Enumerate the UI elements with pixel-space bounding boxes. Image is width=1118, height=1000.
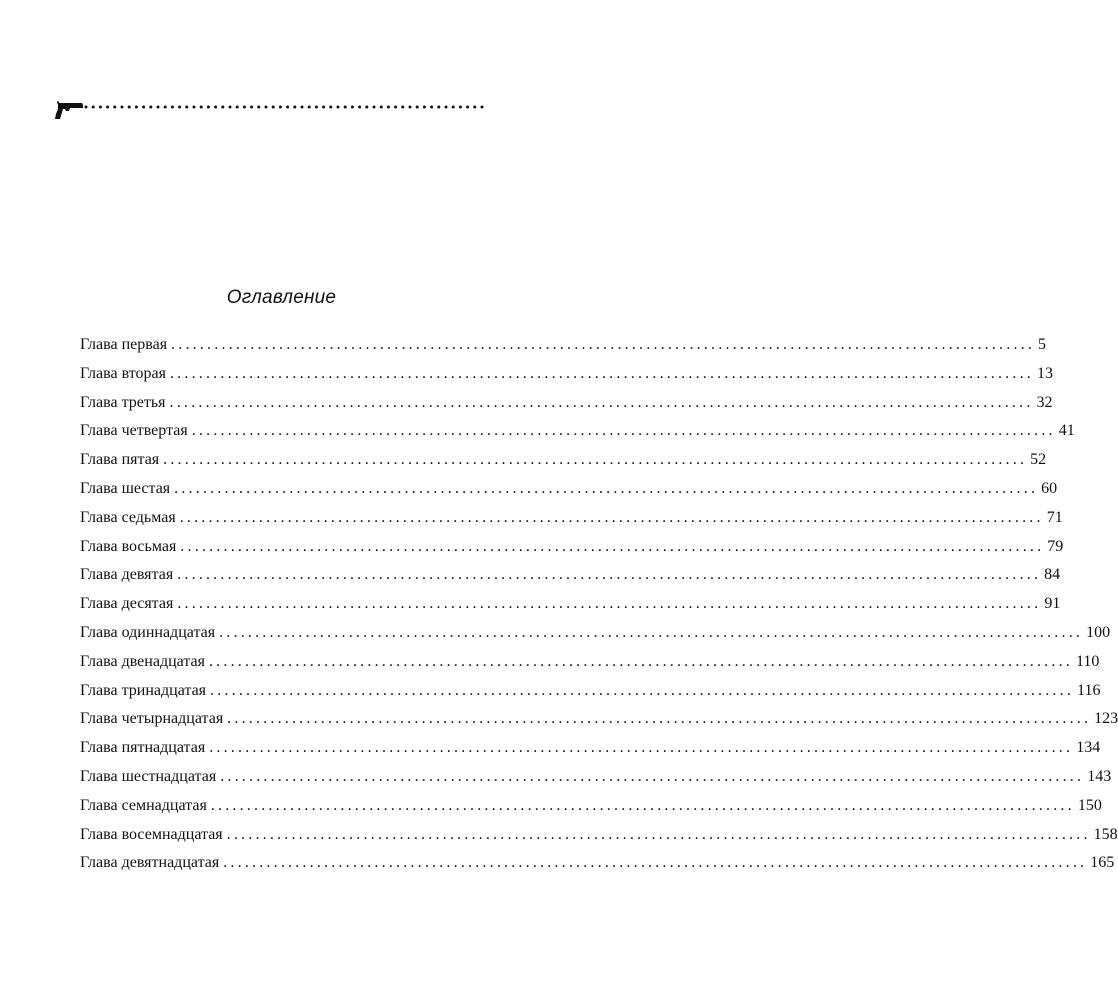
toc-title: Оглавление (226, 287, 337, 308)
toc-entry-label: Глава семнадцатая (80, 796, 207, 814)
dot-leader: ........................................................................................................................ (226, 825, 1091, 843)
toc-entry-page: 134 (1076, 739, 1101, 757)
toc-entry-label: Глава девятая (80, 566, 174, 584)
dot-leader: ........................................................................................................................ (219, 623, 1084, 641)
dot-leader: ........................................................................................................................ (177, 595, 1042, 613)
revolver-icon (54, 100, 86, 122)
toc-entry-label: Глава четвертая (80, 422, 188, 440)
toc-entry-page: 52 (1030, 451, 1047, 469)
dot-leader: ........................................................................................................................ (169, 364, 1034, 382)
dot-leader: ........................................................................................................................ (209, 739, 1074, 757)
toc-entry-label: Глава одиннадцатая (80, 623, 216, 641)
toc-entry (80, 853, 1115, 882)
dot-leader: ........................................................................................................................ (191, 422, 1056, 440)
dot-leader: ........................................................................................................................ (210, 681, 1075, 699)
toc-entry-page: 91 (1044, 595, 1061, 613)
dot-leader: ........................................................................................................................ (177, 566, 1042, 584)
toc-entry-page: 32 (1036, 393, 1053, 411)
toc-entry-page: 116 (1077, 681, 1101, 699)
dot-leader: ........................................................................................................................ (227, 710, 1092, 728)
toc-entry-label: Глава пятая (80, 451, 160, 469)
dot-leader: ........................................................................................................................ (223, 854, 1088, 872)
toc-entry-label: Глава тринадцатая (80, 681, 207, 699)
toc-list (80, 335, 1118, 882)
toc-entry-label: Глава вторая (80, 364, 166, 382)
dotted-rule (84, 105, 488, 109)
toc-entry (80, 652, 1100, 681)
header-ornament (54, 100, 490, 122)
toc-entry-page: 79 (1047, 537, 1064, 555)
toc-entry (80, 479, 1058, 508)
toc-entry-label: Глава четырнадцатая (80, 710, 224, 728)
toc-entry (80, 767, 1112, 796)
toc-entry (80, 709, 1118, 738)
toc-entry (80, 393, 1053, 422)
dot-leader: ........................................................................................................................ (163, 451, 1028, 469)
dot-leader: ........................................................................................................................ (208, 652, 1073, 670)
toc-entry (80, 508, 1063, 537)
toc-entry-page: 158 (1093, 825, 1118, 843)
toc-entry-page: 150 (1077, 796, 1102, 814)
dot-leader: ........................................................................................................................ (180, 537, 1045, 555)
dot-leader: ........................................................................................................................ (169, 393, 1034, 411)
toc-entry-page: 100 (1086, 623, 1111, 641)
toc-entry-page: 13 (1036, 364, 1053, 382)
toc-entry (80, 681, 1101, 710)
toc-entry (80, 537, 1064, 566)
toc-entry-label: Глава восемнадцатая (80, 825, 223, 843)
toc-entry (80, 335, 1047, 364)
toc-entry-label: Глава третья (80, 393, 166, 411)
toc-entry-label: Глава первая (80, 336, 168, 353)
dot-leader: ........................................................................................................................ (220, 767, 1085, 785)
toc-entry-page: 71 (1046, 508, 1063, 526)
dot-leader: ........................................................................................................................ (179, 508, 1044, 526)
toc-entry-page: 110 (1075, 652, 1100, 670)
toc-entry-page: 41 (1058, 422, 1075, 440)
toc-entry (80, 594, 1061, 623)
toc-entry-page: 84 (1044, 566, 1061, 584)
toc-entry (80, 450, 1047, 479)
toc-entry-label: Глава седьмая (80, 508, 176, 526)
dot-leader: ........................................................................................................................ (171, 336, 1036, 353)
toc-entry (80, 421, 1075, 450)
toc-entry-label: Глава девятнадцатая (80, 854, 220, 872)
toc-entry-label: Глава шестая (80, 479, 171, 497)
toc-entry-page: 123 (1094, 710, 1118, 728)
toc-entry-label: Глава восьмая (80, 537, 177, 555)
toc-entry (80, 565, 1061, 594)
toc-entry (80, 796, 1102, 825)
dot-leader: ........................................................................................................................ (174, 479, 1039, 497)
toc-entry-label: Глава десятая (80, 595, 174, 613)
toc-entry-page: 60 (1041, 479, 1058, 497)
toc-entry (80, 623, 1111, 652)
toc-entry-page: 5 (1038, 336, 1047, 353)
toc-entry-page: 143 (1087, 767, 1112, 785)
toc-entry (80, 738, 1101, 767)
toc-entry-label: Глава шестнадцатая (80, 767, 217, 785)
dot-leader: ........................................................................................................................ (210, 796, 1075, 814)
toc-entry-label: Глава двенадцатая (80, 652, 205, 670)
toc-entry-page: 165 (1090, 854, 1115, 872)
toc-entry-label: Глава пятнадцатая (80, 739, 206, 757)
toc-entry (80, 825, 1118, 854)
toc-entry (80, 364, 1053, 393)
